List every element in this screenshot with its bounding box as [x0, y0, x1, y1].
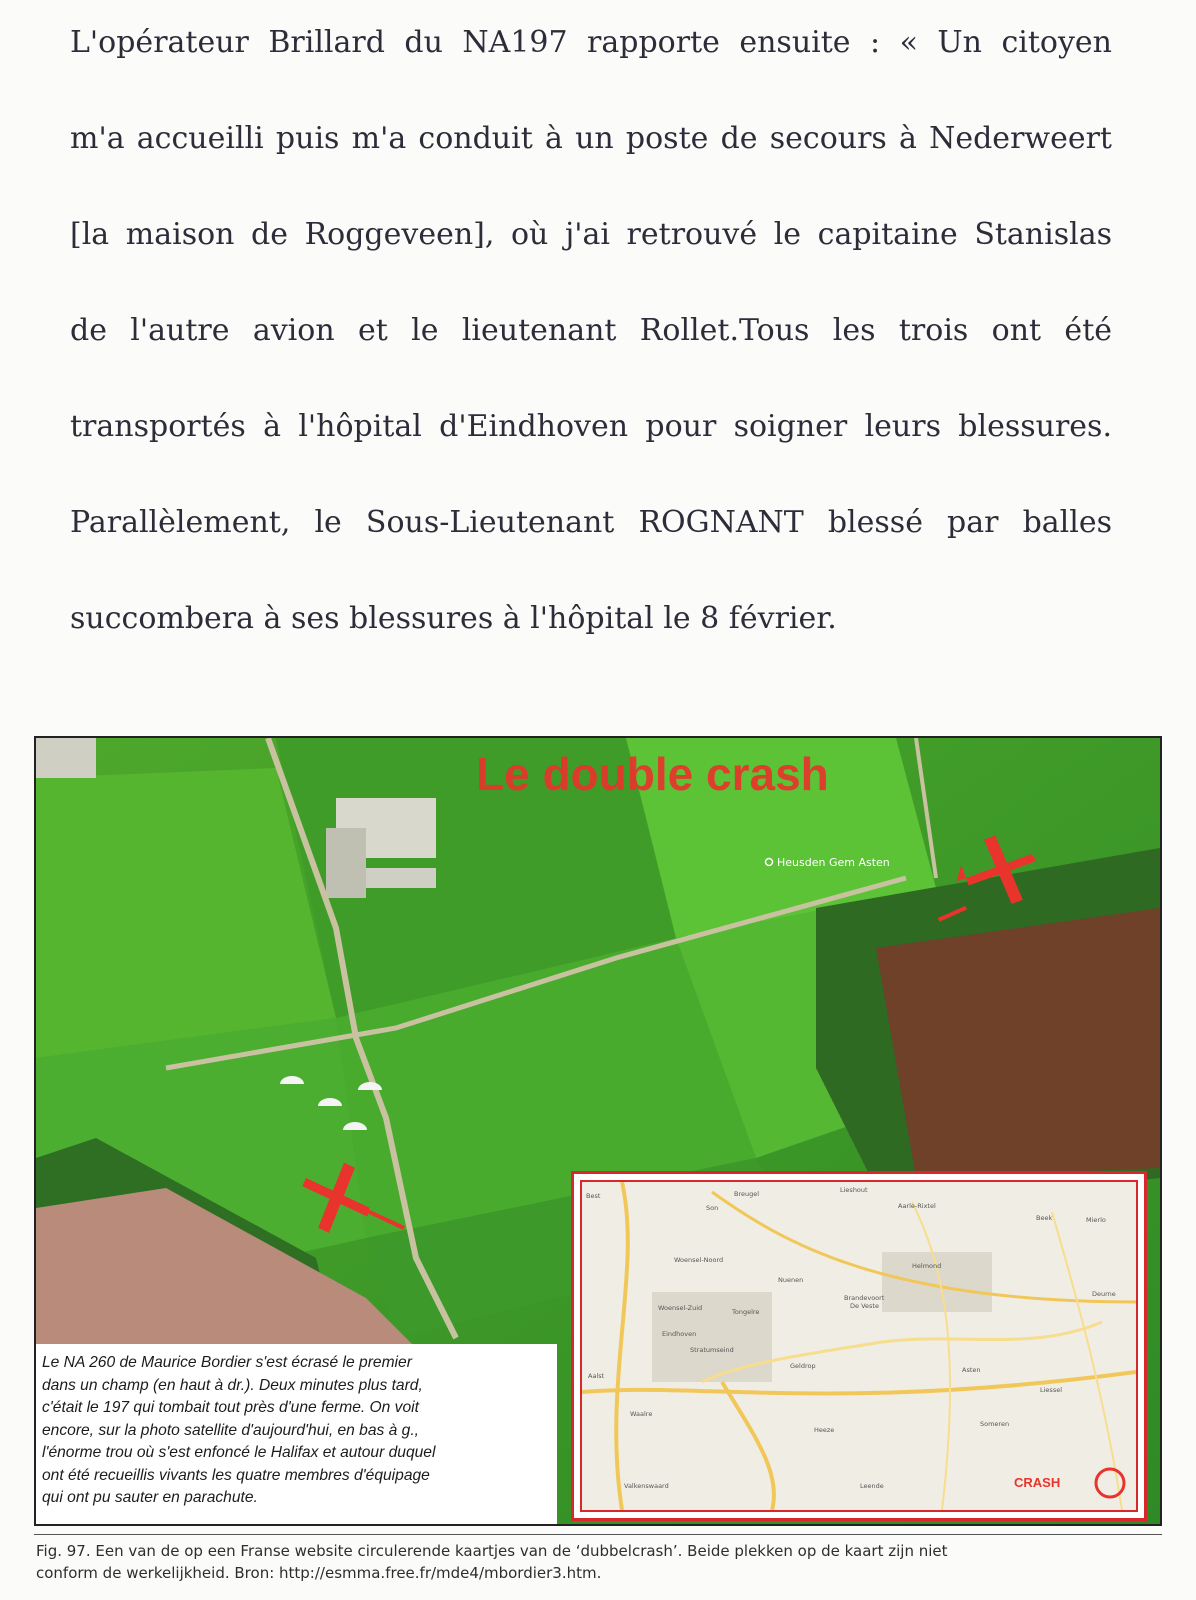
inset-map [571, 1171, 1147, 1521]
map-label: Geldrop [790, 1362, 816, 1370]
place-label: Heusden Gem Asten [777, 856, 890, 869]
inset-map-drawing [582, 1182, 1136, 1510]
map-label: Woensel-Zuid [658, 1304, 703, 1312]
map-label: Liessel [1040, 1386, 1063, 1394]
paragraph-line: transportés à l'hôpital d'Eindhoven pour soigner leurs blessures. [70, 409, 1112, 444]
caption-line: encore, sur la photo satellite d'aujourd'hui, en bas à g., [42, 1421, 419, 1439]
footnote-line: conform de werkelijkheid. Bron: http://esmma.free.fr/mde4/mbordier3.htm. [36, 1564, 602, 1582]
caption-line: Le NA 260 de Maurice Bordier s'est écrasé le premier [42, 1354, 412, 1371]
map-label: De Veste [850, 1302, 879, 1310]
caption-line: qui ont pu sauter en parachute. [42, 1489, 258, 1506]
map-label: Brandevoort [844, 1294, 885, 1302]
map-label: Lieshout [840, 1186, 868, 1194]
map-label: Woensel-Noord [674, 1256, 724, 1264]
map-label: Asten [962, 1366, 981, 1374]
map-label: Eindhoven [662, 1330, 697, 1338]
paragraph-line: m'a accueilli puis m'a conduit à un poste de secours à Nederweert [70, 121, 1112, 156]
map-label: Helmond [912, 1262, 942, 1270]
map-label: Deurne [1092, 1290, 1116, 1298]
footnote-line: Fig. 97. Een van de op een Franse website circulerende kaartjes van de ‘dubbelcrash’. Beide plekken op de kaart zijn niet [36, 1542, 948, 1560]
map-label: Heeze [814, 1426, 835, 1434]
figure-title: Le double crash [476, 748, 829, 800]
map-label: Mierlo [1086, 1216, 1106, 1224]
map-label: Tongelre [732, 1308, 760, 1316]
body-paragraph [70, 18, 1112, 690]
figure-caption-box [36, 1344, 557, 1526]
paragraph-line: Parallèlement, le Sous-Lieutenant ROGNANT blessé par balles [70, 505, 1112, 540]
paragraph-line: [la maison de Roggeveen], où j'ai retrouvé le capitaine Stanislas [70, 217, 1112, 252]
crash-label: CRASH [1014, 1475, 1061, 1490]
map-label: Waalre [630, 1410, 653, 1418]
figure-divider [34, 1534, 1162, 1535]
paragraph-line: L'opérateur Brillard du NA197 rapporte ensuite : « Un citoyen [70, 25, 1112, 60]
crash-figure [34, 736, 1162, 1526]
paragraph-line: succombera à ses blessures à l'hôpital le 8 février. [70, 601, 837, 636]
map-label: Breugel [734, 1190, 760, 1198]
map-label: Leende [860, 1482, 884, 1490]
paragraph-line: de l'autre avion et le lieutenant Rollet.Tous les trois ont été [70, 313, 1112, 348]
map-label: Someren [980, 1420, 1010, 1428]
map-label: Valkenswaard [624, 1482, 669, 1490]
caption-line: c'était le 197 qui tombait tout près d'une ferme. On voit [42, 1399, 419, 1416]
caption-line: ont été recueillis vivants les quatre membres d'équipage [42, 1466, 430, 1484]
caption-line: dans un champ (en haut à dr.). Deux minutes plus tard, [42, 1376, 423, 1394]
map-label: Beek [1036, 1214, 1053, 1222]
map-label: Stratumseind [690, 1346, 734, 1354]
caption-line: l'énorme trou où s'est enfoncé le Halifax et autour duquel [42, 1444, 436, 1461]
map-label: Aarle-Rixtel [898, 1202, 936, 1210]
map-label: Aalst [588, 1372, 605, 1380]
map-label: Son [706, 1204, 719, 1212]
map-label: Best [586, 1192, 601, 1200]
figure-footnote [36, 1540, 1162, 1584]
map-label: Nuenen [778, 1276, 804, 1284]
